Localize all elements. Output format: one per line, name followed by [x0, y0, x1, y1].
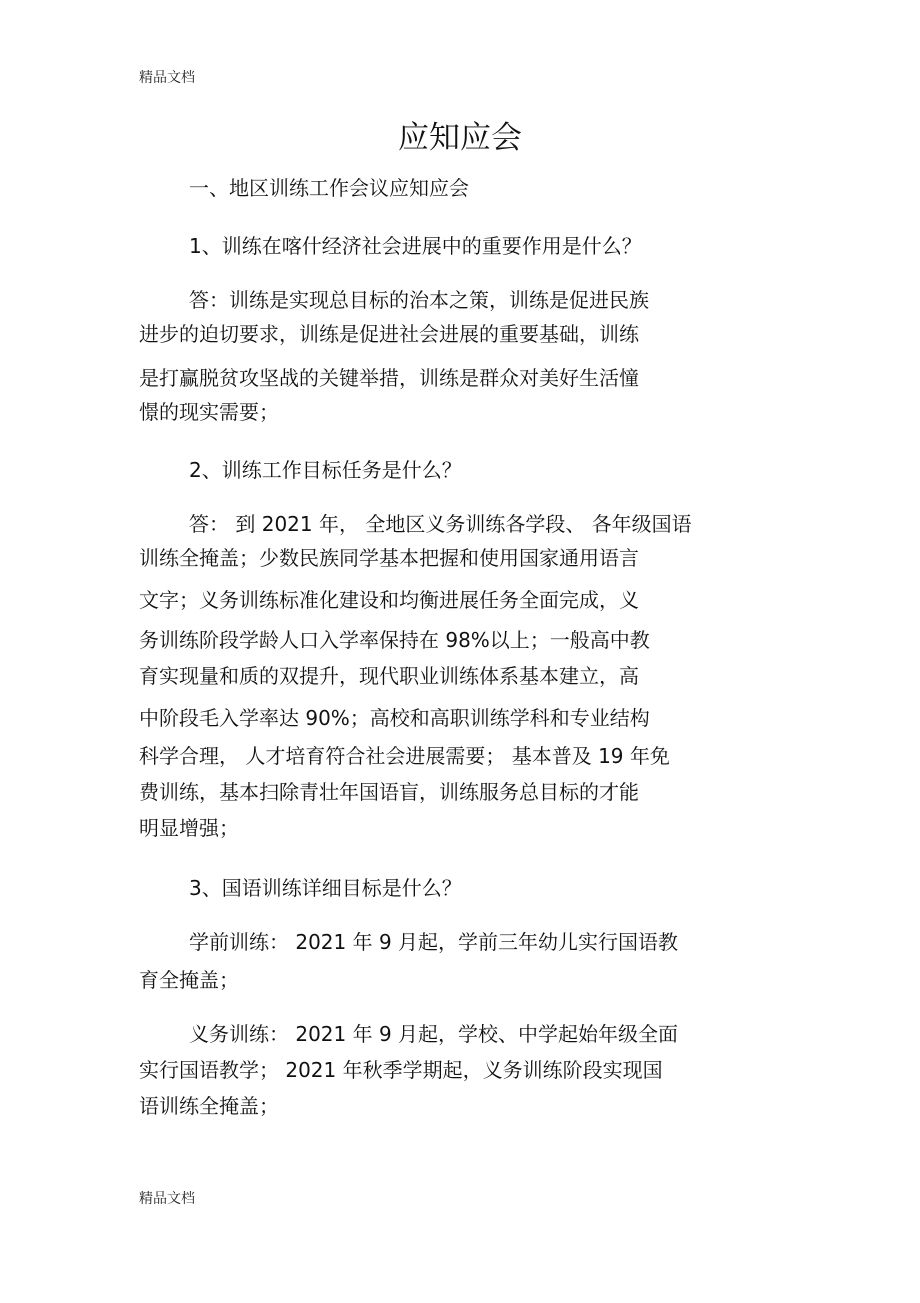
answer-2-line: 务训练阶段学龄人口入学率保持在 98%以上；一般高中教	[139, 628, 650, 652]
document-title: 应知应会	[398, 120, 522, 156]
section-heading: 一、地区训练工作会议应知应会	[189, 176, 469, 200]
answer-1-line: 憬的现实需要；	[139, 400, 279, 424]
answer-3-preschool-line: 学前训练： 2021 年 9 月起，学前三年幼儿实行国语教	[189, 930, 679, 954]
page-footer: 精品文档	[139, 1191, 195, 1207]
answer-2-line: 答： 到 2021 年， 全地区义务训练各学段、 各年级国语	[189, 512, 692, 536]
answer-3-compulsory-line: 实行国语教学； 2021 年秋季学期起，义务训练阶段实现国	[139, 1058, 663, 1082]
answer-2-line: 明显增强；	[139, 816, 239, 840]
answer-1-line: 进步的迫切要求，训练是促进社会进展的重要基础，训练	[139, 322, 639, 346]
question-2: 2、训练工作目标任务是什么？	[189, 458, 462, 482]
answer-3-compulsory-line: 义务训练： 2021 年 9 月起，学校、中学起始年级全面	[189, 1022, 679, 1046]
question-3: 3、国语训练详细目标是什么？	[189, 876, 462, 900]
answer-3-preschool-line: 育全掩盖；	[139, 968, 239, 992]
answer-2-line: 中阶段毛入学率达 90%；高校和高职训练学科和专业结构	[139, 706, 650, 730]
answer-1-line: 是打赢脱贫攻坚战的关键举措，训练是群众对美好生活憧	[139, 366, 639, 390]
answer-2-line: 训练全掩盖；少数民族同学基本把握和使用国家通用语言	[139, 546, 639, 570]
page-header: 精品文档	[139, 70, 195, 86]
answer-2-line: 科学合理， 人才培育符合社会进展需要； 基本普及 19 年免	[139, 744, 670, 768]
answer-3-compulsory-line: 语训练全掩盖；	[139, 1094, 279, 1118]
answer-2-line: 文字；义务训练标准化建设和均衡进展任务全面完成，义	[139, 588, 639, 612]
answer-1-line: 答：训练是实现总目标的治本之策，训练是促进民族	[189, 288, 649, 312]
answer-2-line: 费训练，基本扫除青壮年国语盲，训练服务总目标的才能	[139, 780, 639, 804]
question-1: 1、训练在喀什经济社会进展中的重要作用是什么？	[189, 234, 642, 258]
answer-2-line: 育实现量和质的双提升，现代职业训练体系基本建立，高	[139, 664, 639, 688]
